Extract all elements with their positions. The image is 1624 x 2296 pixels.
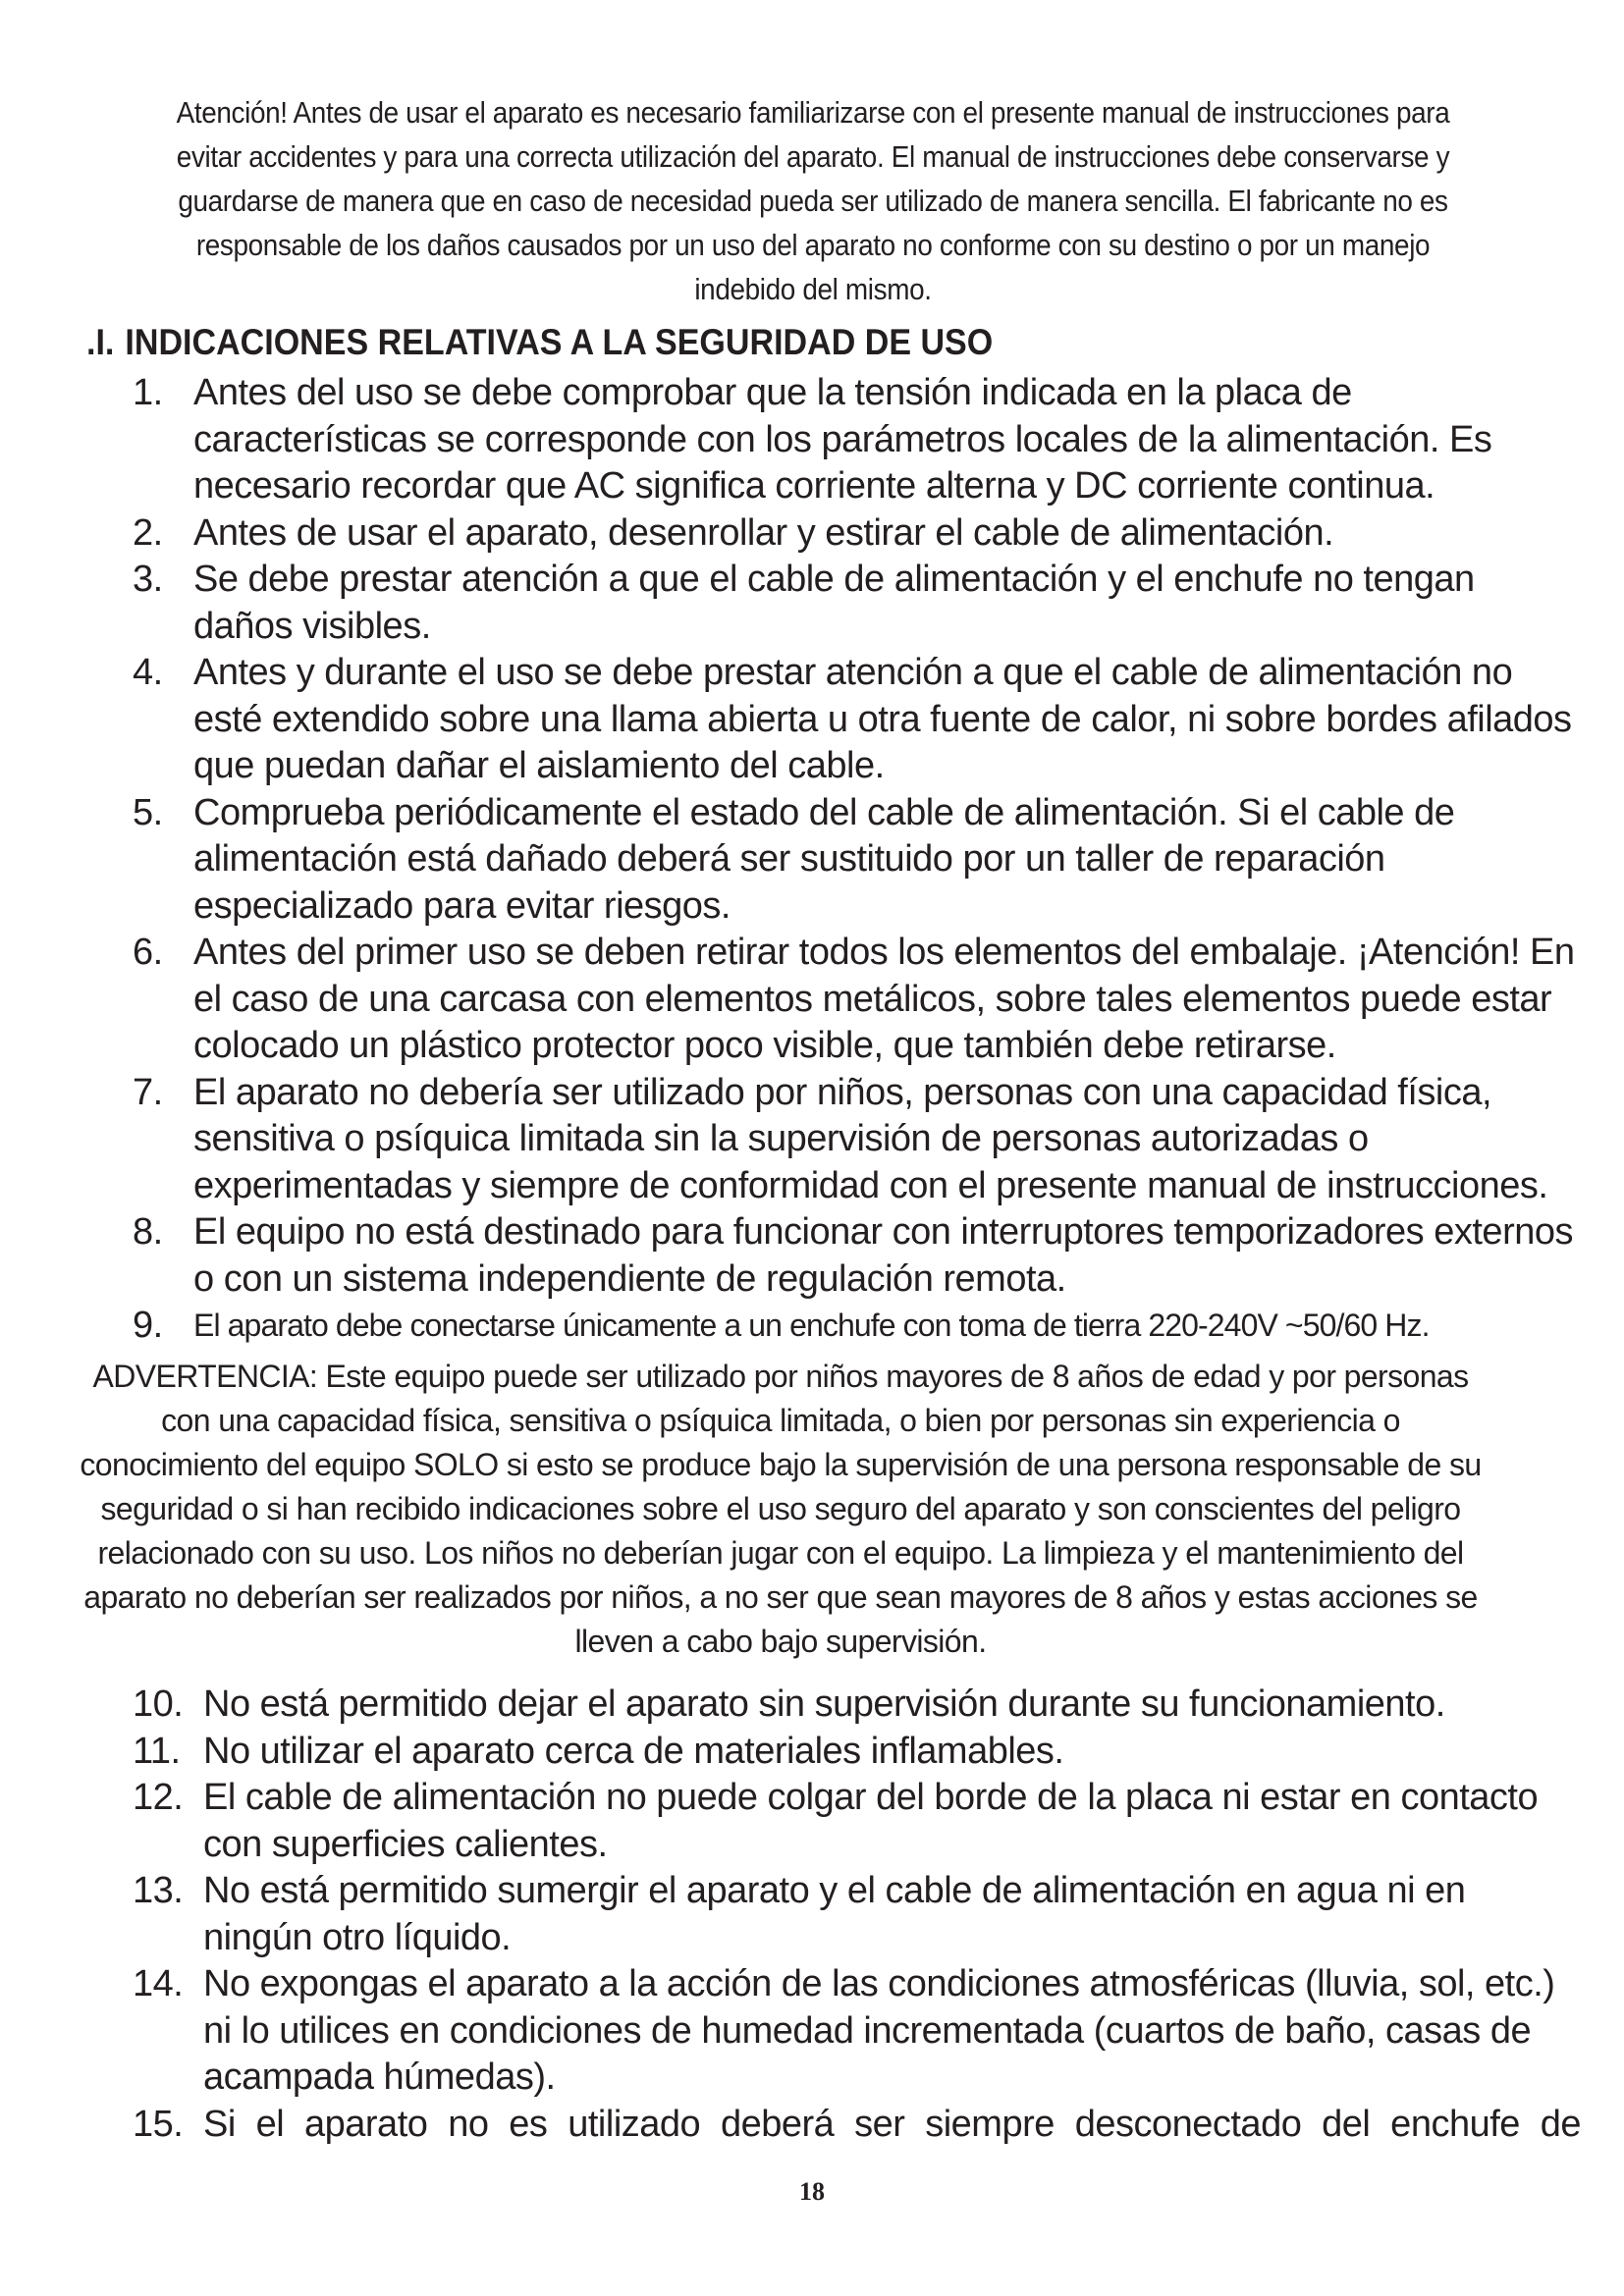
- item-text: No está permitido dejar el aparato sin supervisión durante su funcionamiento.: [203, 1683, 1445, 1725]
- item-text: Antes del uso se debe comprobar que la tensión indicada en la placa de características se corresponde con los parámetros locales de la alimentación. Es necesario recordar que AC significa corriente alterna y DC corriente continua.: [193, 372, 1492, 507]
- item-text: Antes del primer uso se deben retirar todos los elementos del embalaje. ¡Atención! En el caso de una carcasa con elementos metálicos, sobre tales elementos puede estar colocado un plástico protector poco visible, que también debe retirarse.: [193, 932, 1575, 1066]
- item-number: 8.: [133, 1211, 163, 1253]
- item-number: 9.: [133, 1305, 163, 1346]
- list-item: [133, 1868, 1581, 1961]
- item-number: 7.: [133, 1071, 163, 1113]
- item-number: 3.: [133, 559, 163, 600]
- item-text: No utilizar el aparato cerca de materiales inflamables.: [203, 1730, 1064, 1772]
- list-item: [133, 1303, 1581, 1350]
- list-item: [133, 1775, 1581, 1868]
- item-number: 4.: [133, 652, 163, 693]
- item-number: 11.: [133, 1730, 181, 1772]
- item-number: 6.: [133, 932, 163, 973]
- list-item: [133, 650, 1581, 790]
- list-item: [133, 930, 1581, 1070]
- item-text: El cable de alimentación no puede colgar del borde de la placa ni estar en contacto con superficies calientes.: [203, 1777, 1539, 1865]
- item-text: Si el aparato no es utilizado deberá ser siempre desconectado del enchufe de: [203, 2103, 1581, 2145]
- list-item: [133, 1961, 1581, 2102]
- item-number: 12.: [133, 1777, 184, 1818]
- list-item: [133, 1070, 1581, 1210]
- section-number: .I.: [86, 322, 115, 362]
- list-item: [133, 1682, 1581, 1729]
- item-number: 2.: [133, 511, 163, 554]
- item-text: Se debe prestar atención a que el cable de alimentación y el enchufe no tengan daños visibles.: [193, 559, 1475, 647]
- item-number: 10.: [133, 1683, 184, 1725]
- list-item: [133, 557, 1581, 650]
- item-number: 1.: [133, 372, 163, 413]
- intro-paragraph: Atención! Antes de usar el aparato es necesario familiarizarse con el presente manual de instrucciones para evitar accidentes y para una correcta utilización del aparato. El manual de instrucciones debe conservarse y guardarse de manera que en caso de necesidad pueda ser utilizado de manera sencilla. El fabricante no es responsable de los daños causados por un uso del aparato no conforme con su destino o por un manejo indebido del mismo.: [176, 95, 1450, 306]
- list-item: [133, 1729, 1581, 1776]
- item-text: No está permitido sumergir el aparato y el cable de alimentación en agua ni en ningún otro líquido.: [203, 1870, 1466, 1958]
- item-text: El aparato debe conectarse únicamente a un enchufe con toma de tierra 220-240V ~50/60 Hz.: [193, 1308, 1430, 1343]
- item-number: 14.: [133, 1963, 184, 2004]
- section-heading: [86, 320, 993, 365]
- warning-paragraph: ADVERTENCIA: Este equipo puede ser utilizado por niños mayores de 8 años de edad y por personas con una capacidad física, sensitiva o psíquica limitada, o bien por personas sin experiencia o conocimiento del equipo SOLO si esto se produce bajo la supervisión de una persona responsable de su seguridad o si han recibido indicaciones sobre el uso seguro del aparato y son conscientes del peligro relacionado con su uso. Los niños no deberían jugar con el equipo. La limpieza y el mantenimiento del aparato no deberían ser realizados por niños, a no ser que sean mayores de 8 años y estas acciones se lleven a cabo bajo supervisión.: [80, 1359, 1482, 1659]
- list-item: [133, 790, 1581, 931]
- item-text: No expongas el aparato a la acción de las condiciones atmosféricas (lluvia, sol, etc.) ni lo utilices en condiciones de humedad incrementada (cuartos de baño, casas de acampada húmedas).: [203, 1963, 1555, 2098]
- list-item: [133, 1209, 1581, 1303]
- list-item: [133, 370, 1581, 510]
- item-text: Comprueba periódicamente el estado del cable de alimentación. Si el cable de alimentación está dañado deberá ser sustituido por un taller de reparación especializado para evitar riesgos.: [193, 791, 1455, 927]
- item-text: Antes de usar el aparato, desenrollar y estirar el cable de alimentación.: [193, 511, 1334, 554]
- item-number: 13.: [133, 1870, 184, 1911]
- safety-list-part-1: [133, 370, 1581, 1350]
- safety-list-part-2: [133, 1682, 1581, 2148]
- item-text: El aparato no debería ser utilizado por niños, personas con una capacidad física, sensitiva o psíquica limitada sin la supervisión de personas autorizadas o experimentadas y siempre de conformidad con el presente manual de instrucciones.: [193, 1071, 1548, 1206]
- item-number: 15.: [133, 2103, 184, 2145]
- item-text: El equipo no está destinado para funcionar con interruptores temporizadores externos o con un sistema independiente de regulación remota.: [193, 1211, 1573, 1300]
- section-title: INDICACIONES RELATIVAS A LA SEGURIDAD DE USO: [125, 322, 994, 362]
- list-item: [133, 510, 1581, 558]
- list-item: [133, 2102, 1581, 2149]
- item-text: Antes y durante el uso se debe prestar atención a que el cable de alimentación no esté extendido sobre una llama abierta u otra fuente de calor, ni sobre bordes afilados que puedan dañar el aislamiento del cable.: [193, 652, 1572, 786]
- item-number: 5.: [133, 791, 163, 833]
- page-number: 18: [799, 2177, 825, 2206]
